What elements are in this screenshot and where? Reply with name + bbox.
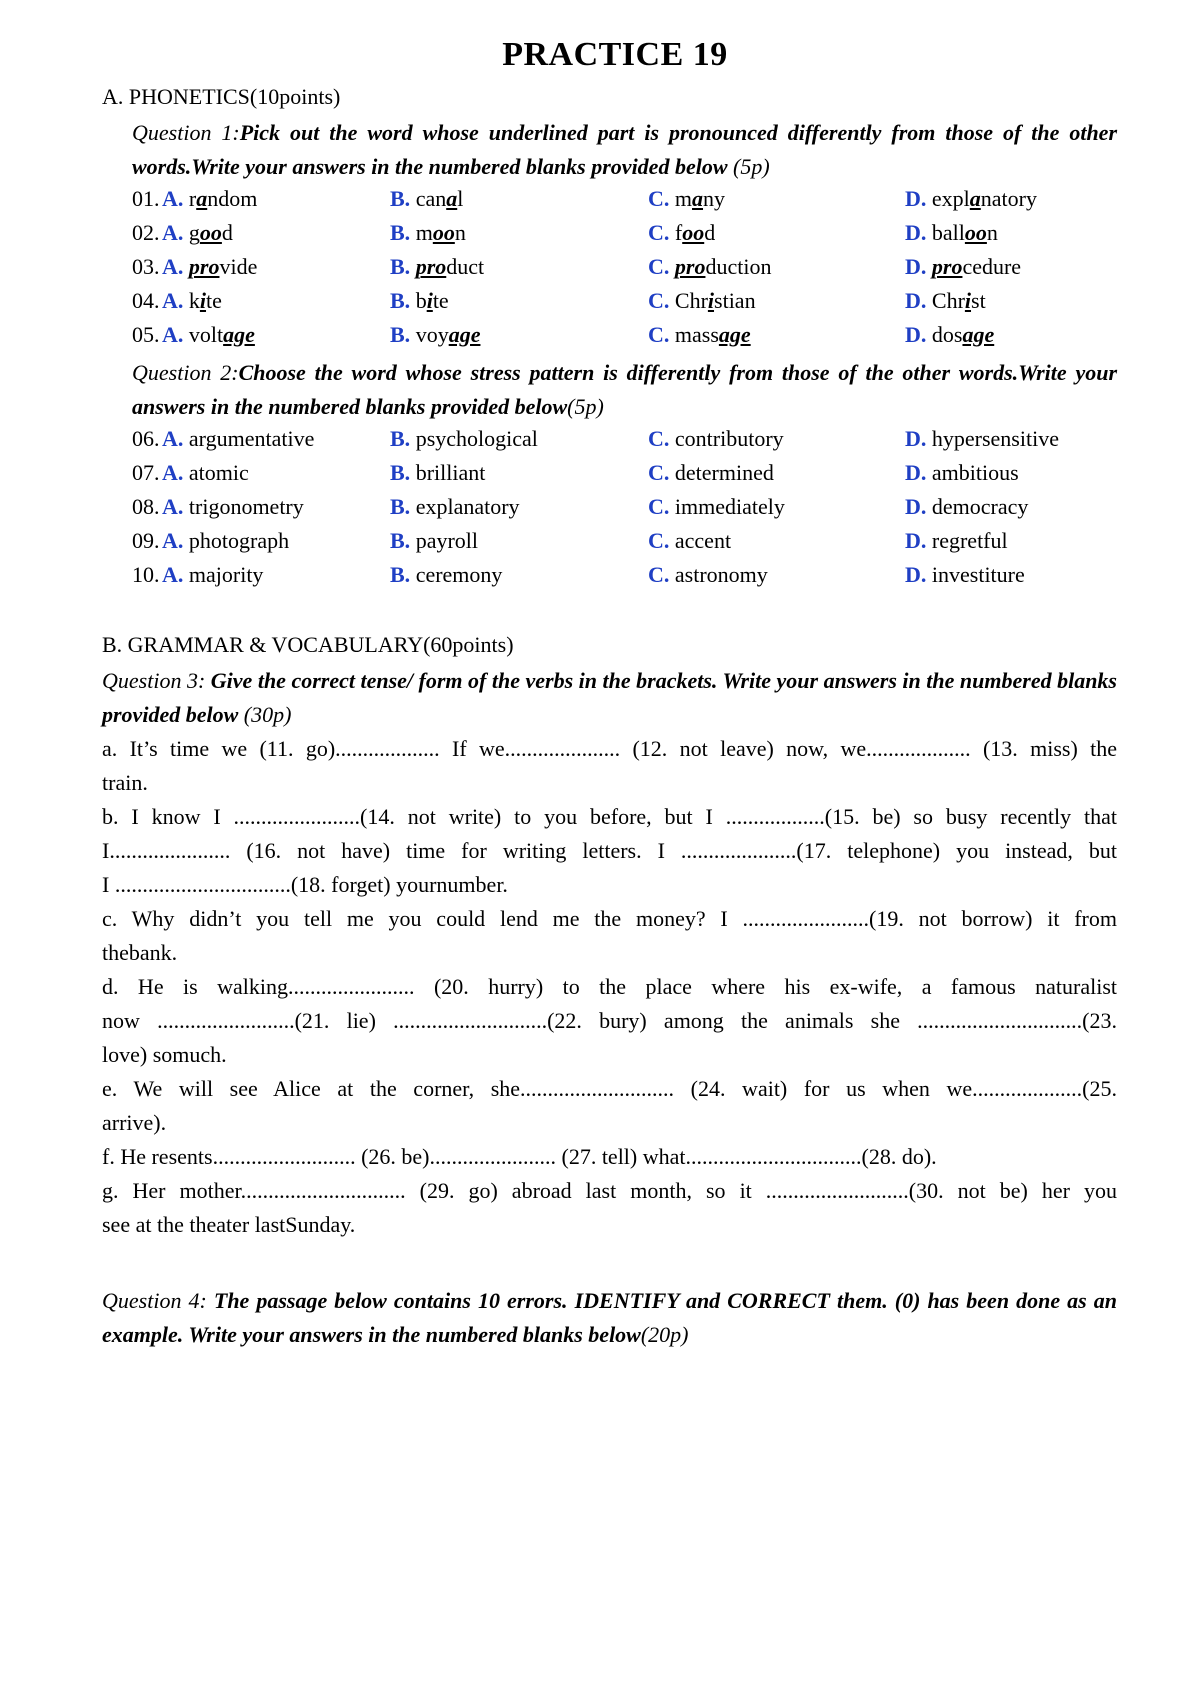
answer-option (905, 220, 998, 246)
section-b-heading: B. GRAMMAR & VOCABULARY(60points) (102, 632, 514, 657)
underlined-part: a (692, 186, 704, 211)
answer-option (390, 460, 485, 486)
option-word: majority (188, 562, 264, 587)
question-4-text: The passage below contains 10 errors. IDENTIFY and CORRECT them. (0) has been done as an example. Write your answers in the numbered blanks below (102, 1288, 1118, 1347)
answer-option (390, 322, 480, 348)
option-letter: C. (648, 494, 670, 519)
option-word: psychological (415, 426, 538, 451)
option-letter: A. (162, 254, 184, 279)
option-word: hypersensitive (931, 426, 1059, 451)
question-3-instruction (102, 664, 1117, 732)
option-letter: B. (390, 288, 411, 313)
item-number: 04. (132, 288, 160, 313)
underlined-part: i (426, 288, 433, 313)
answer-option (390, 254, 484, 280)
item-line: e. We will see Alice at the corner, she............................ (24. wait) for us when we....................(25. (102, 1076, 1117, 1101)
answer-option (162, 322, 255, 348)
underlined-part: i (199, 288, 207, 313)
question-2-text: Choose the word whose stress pattern is differently from those of the other words.Write your answers in the numbered blanks provided below (132, 360, 1118, 419)
option-letter: A. (162, 426, 184, 451)
answer-option (390, 528, 478, 554)
option-letter: D. (905, 562, 927, 587)
answer-option (162, 460, 249, 486)
item-line: b. I know I .......................(14. not write) to you before, but I ..................(15. be) so busy recently that (102, 804, 1117, 829)
question-1-points: (5p) (733, 154, 770, 179)
underlined-part: pro (188, 254, 220, 279)
question-2-label: Question 2: (132, 360, 239, 385)
word-suffix: stian (714, 288, 756, 313)
option-letter: C. (648, 288, 670, 313)
fill-in-item (102, 732, 1117, 800)
word-suffix: ny (703, 186, 726, 211)
underlined-part: a (446, 186, 458, 211)
word-suffix: vide (219, 254, 258, 279)
option-letter: C. (648, 426, 670, 451)
option-letter: A. (162, 562, 184, 587)
option-letter: A. (162, 186, 184, 211)
option-letter: C. (648, 220, 670, 245)
answer-option (648, 186, 725, 212)
underlined-part: pro (674, 254, 706, 279)
section-a-heading: A. PHONETICS(10points) (102, 84, 341, 109)
option-row (0, 186, 1200, 216)
option-row (0, 288, 1200, 318)
question-1-text: Pick out the word whose underlined part is pronounced differently from those of the other words.Write your answers in the numbered blanks provided below (132, 120, 1118, 179)
option-word: investiture (931, 562, 1025, 587)
answer-option (648, 494, 785, 520)
word-prefix: Chr (931, 288, 965, 313)
option-word: immediately (674, 494, 785, 519)
word-suffix: duct (446, 254, 485, 279)
option-word: astronomy (674, 562, 768, 587)
underlined-part: pro (931, 254, 963, 279)
item-number: 06. (132, 426, 160, 451)
word-suffix: d (704, 220, 716, 245)
option-word: ambitious (931, 460, 1019, 485)
answer-option (648, 288, 756, 314)
option-letter: D. (905, 528, 927, 553)
underlined-part: a (196, 186, 208, 211)
option-word: accent (674, 528, 732, 553)
fill-in-item (102, 1072, 1117, 1140)
fill-in-item (102, 1174, 1117, 1242)
question-1-label: Question 1: (132, 120, 240, 145)
answer-option (905, 186, 1037, 212)
underlined-part: age (448, 322, 481, 347)
item-line: f. He resents.......................... (26. be)....................... (27. tell) what................................(28. do). (102, 1144, 937, 1169)
option-letter: D. (905, 254, 927, 279)
word-prefix: ball (931, 220, 965, 245)
option-letter: C. (648, 254, 670, 279)
option-row (0, 494, 1200, 524)
option-row (0, 562, 1200, 592)
fill-in-item (102, 800, 1117, 902)
fill-in-item (102, 970, 1117, 1072)
option-letter: D. (905, 322, 927, 347)
item-line: love) somuch. (102, 1042, 227, 1067)
item-number: 05. (132, 322, 160, 347)
answer-option (648, 426, 784, 452)
underlined-part: age (718, 322, 751, 347)
item-line: train. (102, 770, 148, 795)
underlined-part: oo (682, 220, 705, 245)
question-3-label: Question 3: (102, 668, 206, 693)
option-word: atomic (188, 460, 249, 485)
answer-option (905, 562, 1025, 588)
answer-option (905, 426, 1059, 452)
answer-option (905, 288, 986, 314)
word-suffix: ndom (207, 186, 258, 211)
option-letter: B. (390, 426, 411, 451)
word-prefix: voy (415, 322, 449, 347)
underlined-part: oo (199, 220, 222, 245)
option-word: contributory (674, 426, 784, 451)
item-line: I...................... (16. not have) time for writing letters. I .....................(17. telephone) you instead, but (102, 838, 1117, 863)
question-2-instruction (132, 356, 1117, 424)
option-letter: A. (162, 288, 184, 313)
underlined-part: age (223, 322, 255, 347)
word-prefix: dos (931, 322, 963, 347)
option-word: regretful (931, 528, 1008, 553)
option-letter: D. (905, 426, 927, 451)
option-letter: C. (648, 186, 670, 211)
option-word: trigonometry (188, 494, 304, 519)
answer-option (648, 460, 774, 486)
option-letter: B. (390, 460, 411, 485)
word-prefix: m (674, 186, 693, 211)
option-row (0, 528, 1200, 558)
option-row (0, 322, 1200, 352)
option-word: explanatory (415, 494, 520, 519)
answer-option (162, 426, 314, 452)
answer-option (648, 322, 751, 348)
option-letter: D. (905, 460, 927, 485)
answer-option (390, 220, 466, 246)
word-prefix: f (674, 220, 683, 245)
option-row (0, 220, 1200, 250)
answer-option (162, 254, 257, 280)
item-number: 02. (132, 220, 160, 245)
item-line: see at the theater lastSunday. (102, 1212, 356, 1237)
option-letter: A. (162, 494, 184, 519)
question-3-items (102, 732, 1117, 1242)
word-prefix: expl (931, 186, 970, 211)
option-letter: A. (162, 528, 184, 553)
item-number: 01. (132, 186, 160, 211)
option-row (0, 426, 1200, 456)
item-line: arrive). (102, 1110, 167, 1135)
option-word: democracy (931, 494, 1029, 519)
option-word: brilliant (415, 460, 486, 485)
question-1-instruction (132, 116, 1117, 184)
word-prefix: b (415, 288, 427, 313)
option-letter: B. (390, 186, 411, 211)
option-word: payroll (415, 528, 479, 553)
answer-option (905, 322, 994, 348)
underlined-part: age (962, 322, 995, 347)
item-number: 09. (132, 528, 160, 553)
answer-option (390, 426, 538, 452)
item-line: I ................................(18. forget) yournumber. (102, 872, 508, 897)
underlined-part: oo (432, 220, 455, 245)
word-prefix: r (188, 186, 197, 211)
item-line: a. It’s time we (11. go)................... If we..................... (12. not leave) now, we................... (13. miss) the (102, 736, 1117, 761)
answer-option (648, 220, 715, 246)
option-word: photograph (188, 528, 290, 553)
answer-option (390, 288, 449, 314)
option-letter: A. (162, 460, 184, 485)
question-2-points: (5p) (567, 394, 604, 419)
option-letter: D. (905, 220, 927, 245)
word-suffix: n (986, 220, 998, 245)
word-prefix: can (415, 186, 447, 211)
word-suffix: l (457, 186, 464, 211)
word-suffix: duction (705, 254, 772, 279)
option-word: argumentative (188, 426, 315, 451)
word-prefix: k (188, 288, 200, 313)
option-letter: B. (390, 494, 411, 519)
option-word: determined (674, 460, 774, 485)
option-letter: B. (390, 528, 411, 553)
word-suffix: n (454, 220, 466, 245)
underlined-part: oo (964, 220, 987, 245)
underlined-part: i (707, 288, 715, 313)
option-letter: C. (648, 562, 670, 587)
question-4-points: (20p) (640, 1322, 689, 1347)
underlined-part: a (969, 186, 981, 211)
word-suffix: cedure (962, 254, 1022, 279)
question-4-instruction (102, 1284, 1117, 1352)
item-number: 07. (132, 460, 160, 485)
item-line: g. Her mother.............................. (29. go) abroad last month, so it ..........................(30. not be) her you (102, 1178, 1117, 1203)
item-number: 03. (132, 254, 160, 279)
answer-option (162, 528, 289, 554)
answer-option (162, 220, 233, 246)
answer-option (162, 494, 304, 520)
word-suffix: d (221, 220, 233, 245)
option-letter: B. (390, 220, 411, 245)
item-line: thebank. (102, 940, 178, 965)
item-number: 10. (132, 562, 160, 587)
answer-option (648, 528, 731, 554)
word-prefix: m (415, 220, 433, 245)
word-suffix: natory (980, 186, 1037, 211)
fill-in-item (102, 1140, 1117, 1174)
option-word: ceremony (415, 562, 503, 587)
word-prefix: g (188, 220, 200, 245)
item-line: now .........................(21. lie) ............................(22. bury) among the animals she ..............................(23. (102, 1008, 1117, 1033)
answer-option (390, 186, 463, 212)
item-number: 08. (132, 494, 160, 519)
option-letter: B. (390, 562, 411, 587)
option-letter: D. (905, 186, 927, 211)
item-line: d. He is walking....................... (20. hurry) to the place where his ex-wife, a famous naturalist (102, 974, 1117, 999)
answer-option (905, 254, 1021, 280)
answer-option (905, 494, 1028, 520)
answer-option (162, 186, 257, 212)
answer-option (162, 562, 263, 588)
option-letter: B. (390, 322, 411, 347)
underlined-part: pro (415, 254, 447, 279)
word-prefix: volt (188, 322, 224, 347)
answer-option (905, 528, 1008, 554)
option-letter: A. (162, 322, 184, 347)
word-prefix: Chr (674, 288, 708, 313)
answer-option (390, 562, 502, 588)
option-letter: D. (905, 494, 927, 519)
option-letter: D. (905, 288, 927, 313)
answer-option (648, 254, 771, 280)
option-row (0, 254, 1200, 284)
question-3-points: (30p) (243, 702, 292, 727)
answer-option (390, 494, 520, 520)
word-suffix: st (971, 288, 986, 313)
option-letter: A. (162, 220, 184, 245)
question-3-text: Give the correct tense/ form of the verbs in the brackets. Write your answers in the numbered blanks provided below (102, 668, 1117, 727)
word-suffix: te (206, 288, 222, 313)
option-letter: C. (648, 322, 670, 347)
option-letter: C. (648, 460, 670, 485)
fill-in-item (102, 902, 1117, 970)
word-suffix: te (432, 288, 449, 313)
answer-option (905, 460, 1019, 486)
answer-option (162, 288, 222, 314)
option-letter: B. (390, 254, 411, 279)
option-letter: C. (648, 528, 670, 553)
page-title: PRACTICE 19 (502, 36, 728, 73)
item-line: c. Why didn’t you tell me you could lend me the money? I .......................(19. not borrow) it from (102, 906, 1117, 931)
underlined-part: i (964, 288, 972, 313)
question-4-label: Question 4: (102, 1288, 207, 1313)
answer-option (648, 562, 768, 588)
word-prefix: mass (674, 322, 719, 347)
option-row (0, 460, 1200, 490)
